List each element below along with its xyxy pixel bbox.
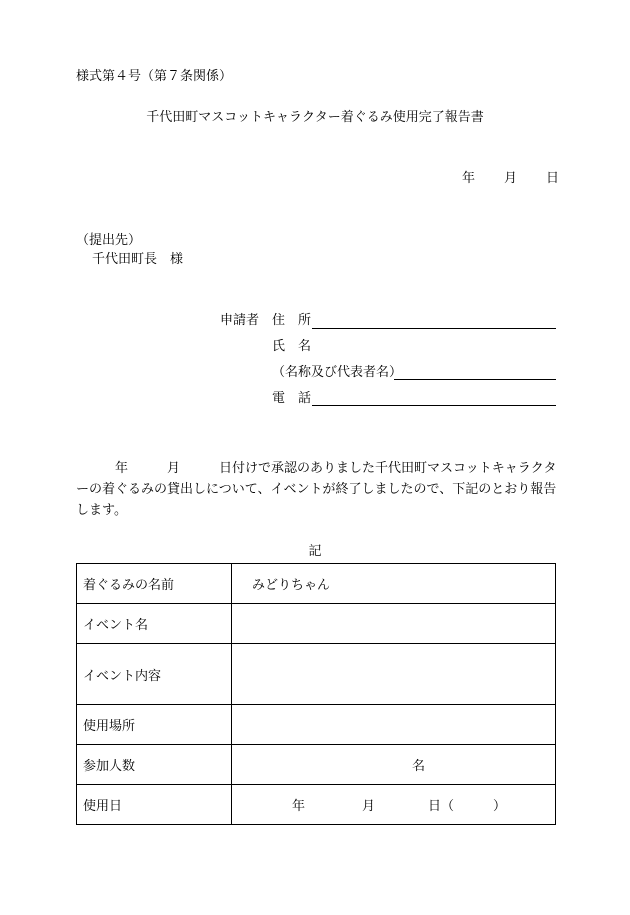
event-content-label: イベント内容 (77, 644, 232, 705)
table-row (77, 604, 556, 644)
use-date-day: 日（ ） (428, 799, 507, 814)
use-date-month: 月 (362, 799, 376, 814)
submit-to-label: （提出先） (76, 233, 142, 248)
name-label: 氏 名 (272, 339, 312, 354)
mascot-name-label: 着ぐるみの名前 (77, 564, 232, 604)
event-name-value[interactable] (232, 604, 556, 644)
participants-label: 参加人数 (77, 745, 232, 785)
participants-value[interactable] (232, 745, 556, 785)
address-label: 住 所 (272, 313, 312, 328)
organization-label: （名称及び代表者名） (272, 365, 403, 380)
date-line (462, 171, 559, 187)
use-date-label: 使用日 (77, 785, 232, 825)
form-number: 様式第４号（第７条関係） (76, 69, 233, 84)
report-table (76, 563, 556, 825)
applicant-label: 申請者 (220, 313, 260, 328)
location-value[interactable] (232, 705, 556, 745)
ki-label: 記 (308, 544, 322, 559)
table-row (77, 564, 556, 604)
date-day: 日 (546, 171, 560, 186)
use-date-value[interactable] (232, 785, 556, 825)
document-title: 千代田町マスコットキャラクター着ぐるみ使用完了報告書 (146, 110, 484, 125)
date-year: 年 (462, 171, 476, 186)
table-row (77, 745, 556, 785)
event-content-value[interactable] (232, 644, 556, 705)
date-month: 月 (504, 171, 518, 186)
table-row (77, 785, 556, 825)
use-date-year: 年 (292, 799, 306, 814)
phone-label: 電 話 (272, 391, 312, 406)
report-body-text: 年 月 日付けで承認のありました千代田町マスコットキャラクターの着ぐるみの貸出しについて、イベントが終了しましたので、下記のとおり報告します。 (76, 461, 557, 518)
table-row (77, 705, 556, 745)
mascot-name-value[interactable]: みどりちゃん (232, 564, 556, 604)
address-field-line[interactable] (312, 312, 556, 329)
location-label: 使用場所 (77, 705, 232, 745)
table-row (77, 644, 556, 705)
participants-unit: 名 (412, 759, 426, 774)
addressee: 千代田町長 様 (92, 252, 184, 267)
event-name-label: イベント名 (77, 604, 232, 644)
organization-field-line[interactable] (394, 363, 556, 380)
phone-field-line[interactable] (312, 389, 556, 406)
